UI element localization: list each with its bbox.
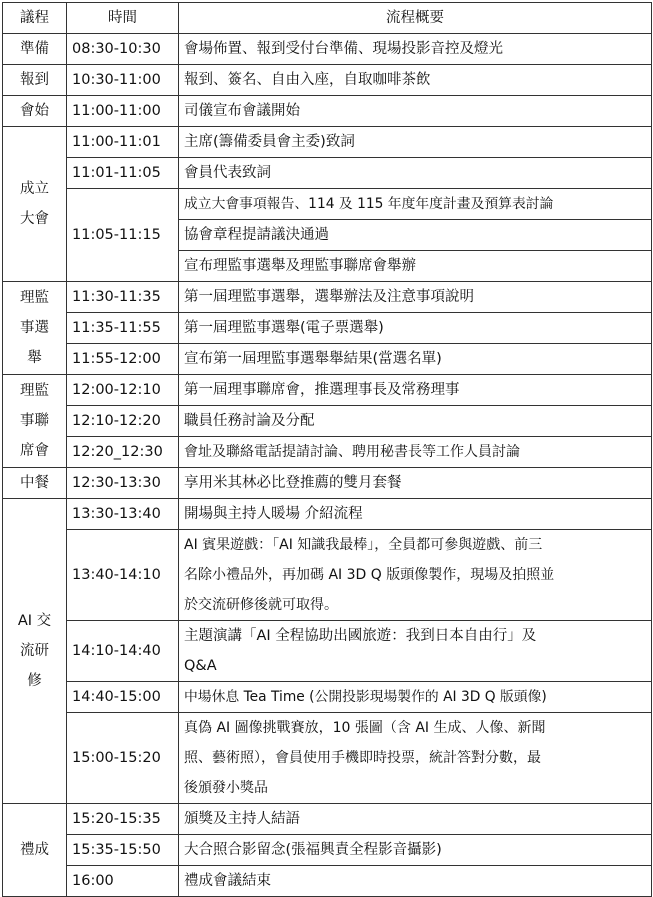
desc-cell: 大合照合影留念(張福興責全程影音攝影) [179, 835, 652, 866]
time-cell: 11:30-11:35 [67, 282, 179, 313]
table-row [3, 713, 652, 804]
desc-line: 主題演講「AI 全程協助出國旅遊：我到日本自由行」及 [184, 628, 537, 644]
desc-cell: 第一屆理事聯席會，推選理事長及常務理事 [179, 375, 652, 406]
header-time: 時間 [67, 3, 179, 34]
desc-cell: 宣布第一屆理監事選舉舉結果(當選名單) [179, 344, 652, 375]
desc-cell: 報到、簽名、自由入座，自取咖啡茶飲 [179, 65, 652, 96]
table-row [3, 65, 652, 96]
desc-cell: 協會章程提請議決通過 [179, 220, 652, 251]
desc-cell: 第一屆理監事選舉，選舉辦法及注意事項說明 [179, 282, 652, 313]
stage-cell [3, 499, 67, 804]
stage-line: 流研 [20, 643, 49, 659]
time-cell: 11:55-12:00 [67, 344, 179, 375]
time-cell: 12:20_12:30 [67, 437, 179, 468]
header-stage: 議程 [3, 3, 67, 34]
agenda-table [2, 2, 652, 897]
stage-line: 事聯 [20, 413, 49, 429]
table-row [3, 282, 652, 313]
time-cell: 11:01-11:05 [67, 158, 179, 189]
desc-cell: 禮成會議結束 [179, 866, 652, 897]
desc-cell: 成立大會事項報告、114 及 115 年度年度計畫及預算表討論 [179, 189, 652, 220]
desc-line: AI 賓果遊戲：「AI 知識我最棒」，全員都可參與遊戲、前三 [184, 537, 543, 553]
table-row [3, 621, 652, 682]
time-cell: 11:05-11:15 [67, 189, 179, 282]
table-row [3, 34, 652, 65]
desc-cell: 會場佈置、報到受付台準備、現場投影音控及燈光 [179, 34, 652, 65]
time-cell: 11:00-11:00 [67, 96, 179, 127]
table-row [3, 682, 652, 713]
stage-line: AI 交 [17, 613, 52, 629]
time-cell: 12:00-12:10 [67, 375, 179, 406]
table-row [3, 127, 652, 158]
desc-line: 照、藝術照），會員使用手機即時投票，統計答對分數，最 [184, 750, 541, 766]
desc-cell: 宣布理監事選舉及理監事聯席會舉辦 [179, 251, 652, 282]
desc-cell [179, 713, 652, 804]
table-row [3, 835, 652, 866]
table-row [3, 866, 652, 897]
desc-line: 名除小禮品外，再加碼 AI 3D Q 版頭像製作，現場及拍照並 [184, 567, 555, 583]
stage-cell: 會始 [3, 96, 67, 127]
stage-line: 大會 [20, 211, 49, 227]
time-cell: 15:35-15:50 [67, 835, 179, 866]
time-cell: 12:10-12:20 [67, 406, 179, 437]
time-cell: 15:00-15:20 [67, 713, 179, 804]
desc-cell: 會址及聯絡電話提請討論、聘用秘書長等工作人員討論 [179, 437, 652, 468]
time-cell: 08:30-10:30 [67, 34, 179, 65]
table-row [3, 499, 652, 530]
stage-line: 成立 [20, 181, 49, 197]
time-cell: 10:30-11:00 [67, 65, 179, 96]
table-row [3, 344, 652, 375]
desc-cell: 開場與主持人暖場 介紹流程 [179, 499, 652, 530]
time-cell: 16:00 [67, 866, 179, 897]
desc-cell [179, 621, 652, 682]
stage-cell: 準備 [3, 34, 67, 65]
desc-cell: 主席(籌備委員會主委)致詞 [179, 127, 652, 158]
stage-line: 理監 [20, 290, 49, 306]
time-cell: 11:35-11:55 [67, 313, 179, 344]
stage-cell [3, 375, 67, 468]
table-row [3, 530, 652, 621]
desc-cell: 第一屆理監事選舉(電子票選舉) [179, 313, 652, 344]
stage-cell [3, 127, 67, 282]
table-row [3, 804, 652, 835]
table-header-row [3, 3, 652, 34]
table-row [3, 406, 652, 437]
stage-line: 席會 [20, 443, 49, 459]
stage-cell [3, 282, 67, 375]
time-cell: 14:10-14:40 [67, 621, 179, 682]
table-row [3, 189, 652, 220]
table-row [3, 313, 652, 344]
stage-line: 修 [27, 673, 42, 689]
table-row [3, 96, 652, 127]
desc-line: 後頒發小獎品 [184, 780, 268, 796]
time-cell: 13:40-14:10 [67, 530, 179, 621]
stage-cell: 中餐 [3, 468, 67, 499]
desc-cell: 享用米其林必比登推薦的雙月套餐 [179, 468, 652, 499]
time-cell: 13:30-13:40 [67, 499, 179, 530]
desc-cell: 會員代表致詞 [179, 158, 652, 189]
desc-cell: 頒獎及主持人結語 [179, 804, 652, 835]
table-row [3, 468, 652, 499]
time-cell: 14:40-15:00 [67, 682, 179, 713]
table-row [3, 437, 652, 468]
desc-line: 真偽 AI 圖像挑戰賽放，10 張圖（含 AI 生成、人像、新聞 [184, 720, 546, 736]
table-row [3, 375, 652, 406]
desc-line: 於交流研修後就可取得。 [184, 597, 338, 613]
time-cell: 11:00-11:01 [67, 127, 179, 158]
stage-line: 舉 [27, 350, 42, 366]
stage-line: 事選 [20, 320, 49, 336]
header-overview: 流程概要 [179, 3, 652, 34]
stage-cell: 報到 [3, 65, 67, 96]
desc-line: Q&A [184, 658, 217, 674]
desc-cell [179, 530, 652, 621]
desc-cell: 司儀宣布會議開始 [179, 96, 652, 127]
time-cell: 15:20-15:35 [67, 804, 179, 835]
table-row [3, 158, 652, 189]
stage-cell: 禮成 [3, 804, 67, 897]
desc-cell: 中場休息 Tea Time (公開投影現場製作的 AI 3D Q 版頭像) [179, 682, 652, 713]
time-cell: 12:30-13:30 [67, 468, 179, 499]
stage-line: 理監 [20, 383, 49, 399]
desc-cell: 職員任務討論及分配 [179, 406, 652, 437]
